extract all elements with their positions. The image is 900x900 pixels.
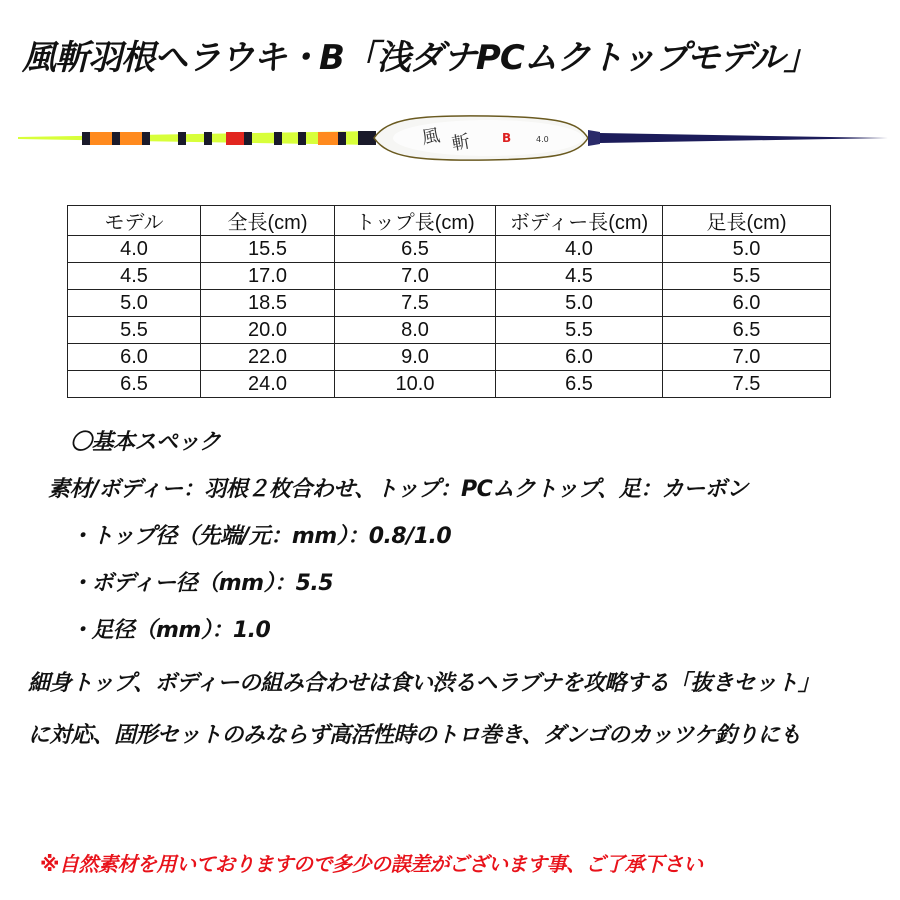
spec-table xyxy=(67,205,831,398)
body-size: 4.0 xyxy=(536,135,549,144)
cell: 6.0 xyxy=(68,344,201,371)
cell: 5.5 xyxy=(496,317,663,344)
cell: 8.0 xyxy=(335,317,496,344)
cell: 6.5 xyxy=(68,371,201,398)
cell: 5.5 xyxy=(68,317,201,344)
cell: 17.0 xyxy=(201,263,335,290)
cell: 18.5 xyxy=(201,290,335,317)
float-leg xyxy=(600,133,888,143)
cell: 6.0 xyxy=(663,290,831,317)
specs-top-diameter: ・トップ径（先端/元：mm）：0.8/1.0 xyxy=(70,524,452,549)
body-text-1: 風 xyxy=(420,125,442,149)
specs-material: 素材/ボディー：羽根２枚合わせ、トップ：PCムクトップ、足：カーボン xyxy=(48,477,748,502)
cell: 4.0 xyxy=(68,236,201,263)
table-row xyxy=(68,344,831,371)
table-row xyxy=(68,317,831,344)
header-leg-length: 足長(cm) xyxy=(663,206,831,236)
description-line-2: に対応、固形セットのみならず高活性時のトロ巻き、ダンゴのカッツケ釣りにも xyxy=(28,723,801,748)
cell: 7.0 xyxy=(663,344,831,371)
float-collar xyxy=(588,130,600,146)
table-row xyxy=(68,263,831,290)
cell: 5.0 xyxy=(496,290,663,317)
header-body-length: ボディー長(cm) xyxy=(496,206,663,236)
specs-body-diameter: ・ボディー径（mm）：5.5 xyxy=(70,571,334,596)
cell: 4.5 xyxy=(68,263,201,290)
float-image xyxy=(18,108,888,168)
cell: 7.5 xyxy=(663,371,831,398)
cell: 22.0 xyxy=(201,344,335,371)
cell: 7.0 xyxy=(335,263,496,290)
cell: 4.5 xyxy=(496,263,663,290)
top-bands xyxy=(82,131,376,145)
cell: 5.0 xyxy=(68,290,201,317)
header-top-length: トップ長(cm) xyxy=(335,206,496,236)
cell: 4.0 xyxy=(496,236,663,263)
table-header-row xyxy=(68,206,831,236)
specs-heading: 〇基本スペック xyxy=(70,430,221,455)
cell: 6.0 xyxy=(496,344,663,371)
cell: 5.0 xyxy=(663,236,831,263)
specs-leg-diameter: ・足径（mm）：1.0 xyxy=(70,618,271,643)
table-row xyxy=(68,290,831,317)
cell: 7.5 xyxy=(335,290,496,317)
cell: 6.5 xyxy=(663,317,831,344)
header-total-length: 全長(cm) xyxy=(201,206,335,236)
body-mark: B xyxy=(502,131,512,145)
cell: 6.5 xyxy=(496,371,663,398)
cell: 24.0 xyxy=(201,371,335,398)
float-illustration xyxy=(18,108,888,168)
cell: 6.5 xyxy=(335,236,496,263)
page-title: 風斬羽根ヘラウキ・B「浅ダナPCムクトップモデル」 xyxy=(22,38,817,78)
cell: 15.5 xyxy=(201,236,335,263)
disclaimer-note: ※自然素材を用いておりますので多少の誤差がございます事、ご了承下さい xyxy=(40,852,703,876)
body-text-2: 斬 xyxy=(450,131,472,155)
cell: 20.0 xyxy=(201,317,335,344)
table-row xyxy=(68,236,831,263)
header-model: モデル xyxy=(68,206,201,236)
cell: 10.0 xyxy=(335,371,496,398)
cell: 5.5 xyxy=(663,263,831,290)
table-row xyxy=(68,371,831,398)
cell: 9.0 xyxy=(335,344,496,371)
description-line-1: 細身トップ、ボディーの組み合わせは食い渋るヘラブナを攻略する「抜きセット」 xyxy=(28,671,820,696)
